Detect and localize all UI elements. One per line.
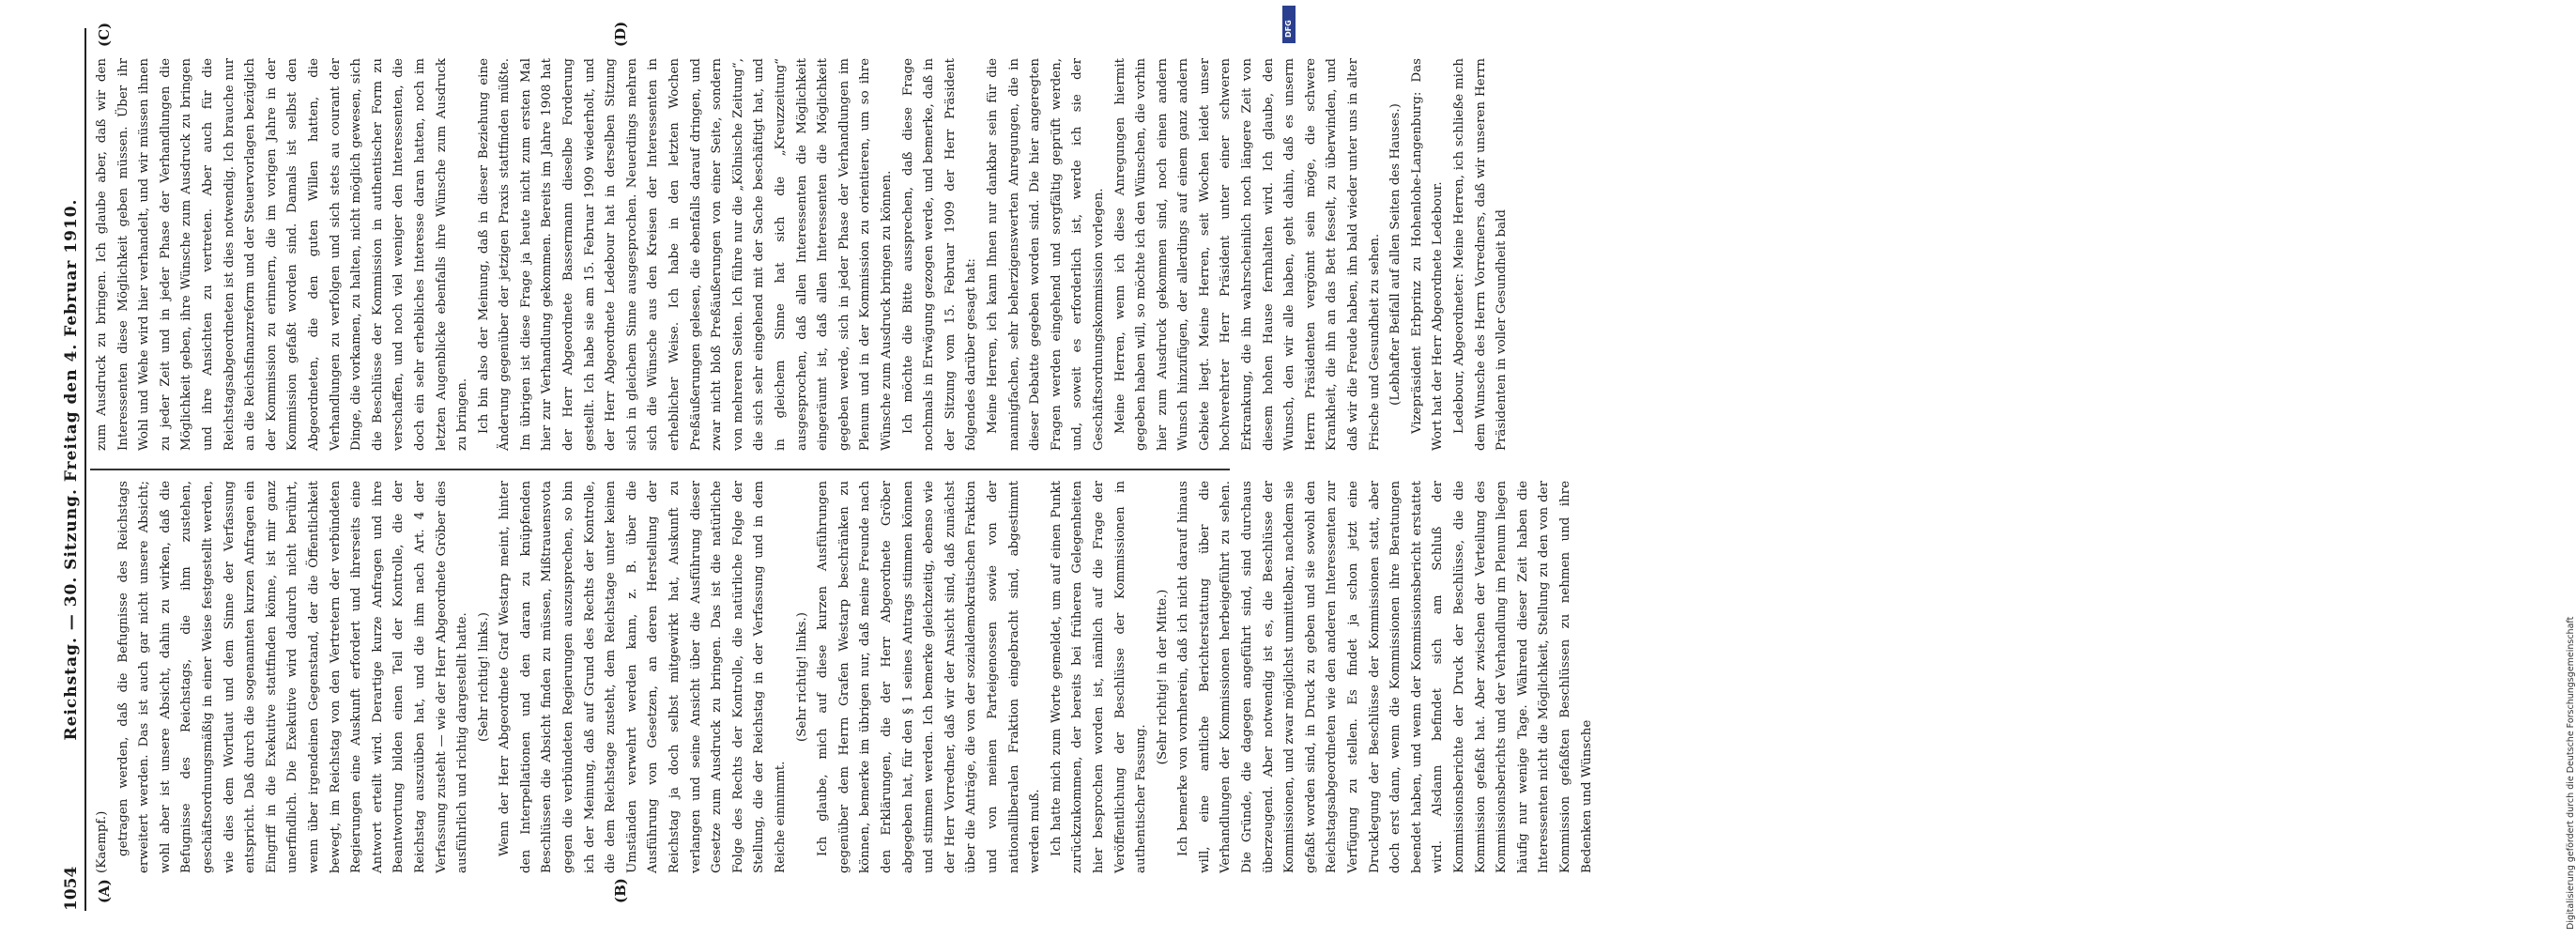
running-title: Reichstag. — 30. Sitzung. Freitag den 4. Februar 1910. <box>62 198 81 741</box>
right-column <box>92 58 1510 451</box>
margin-marker-d: (D) <box>612 21 629 47</box>
paragraph: Ich bemerke von vornherein, daß ich nicht darauf hinaus will, eine amtliche Berichterstattung über die Verhandlungen der Kommissionen herbeigeführt zu sehen. Die Gründe, die dagegen angeführt sind, sind durchaus überzeugend. Aber notwendig ist es, die Beschlüsse der Kommissionen, und zwar möglichst unmittelbar, nachdem sie gefaßt worden sind, in Druck zu geben und sie sowohl den Reichstagsabgeordneten wie den anderen Interessenten zur Verfügung zu stellen. Es findet ja schon jetzt eine Drucklegung der Beschlüsse der Kommissionen statt, aber doch erst dann, wenn die Kommissionen ihre Beratungen beendet haben, und wenn der Kommissionsbericht erstattet wird. Alsdann befindet sich am Schluß der Kommissionsberichte der Druck der Beschlüsse, die die Kommission gefaßt hat. Aber zwischen der Verteilung des Kommissionsberichts und der Verhandlung im Plenum liegen häufig nur wenige Tage. Während dieser Zeit haben die Interessenten nicht die Möglichkeit, Stellung zu den von der Kommission gefaßten Beschlüssen zu nehmen und ihre Bedenken und Wünsche <box>1176 481 1594 873</box>
interjection: (Lebhafter Beifall auf allen Seiten des Hauses.) <box>1388 103 1403 406</box>
paragraph: getragen werden, daß die Befugnisse des Reichstags erweitert werden. Das ist auch gar nicht unsere Absicht; wohl aber ist unsere Absicht, dahin zu wirken, daß die Befugnisse des Reichstags, die ihm zustehen, geschäftsordnungsmäßig in einer Weise festgestellt werden, wie dies dem Wortlaut und dem Sinne der Verfassung entspricht. Daß durch die sogenannten kurzen Anfragen ein Eingriff in die Exekutive stattfinden könne, ist mir ganz unerfindlich. Die Exekutive wird dadurch nicht berührt, wenn über irgendeinen Gegenstand, der die Öffentlichkeit bewegt, im Reichstag von den Vertretern der verbündeten Regierungen eine Auskunft erfordert und ihrerseits eine Antwort erteilt wird. Derartige kurze Anfragen und ihre Beantwortung bilden einen Teil der Kontrolle, die der Reichstag auszuüben hat, und die ihm nach Art. 4 der Verfassung zusteht — wie der Herr Abgeordnete Gröber dies ausführlich und richtig dargestellt hatte. <box>115 481 470 873</box>
paragraph: Ich möchte die Bitte aussprechen, daß diese Frage nochmals in Erwägung gezogen werde, und bemerke, daß in der Sitzung vom 15. Februar 1909 der Herr Präsident folgendes darüber gesagt hat: <box>900 58 979 451</box>
interjection: (Sehr richtig! links.) <box>476 612 491 742</box>
paragraph: Vizepräsident Erbprinz zu Hohenlohe-Langenburg: Das Wort hat der Herr Abgeordnete Ledebour. <box>1409 58 1446 451</box>
paragraph: Meine Herren, wenn ich diese Anregungen hiermit gegeben haben will, so möchte ich den Wünschen, die vorhin hier zum Ausdruck gekommen sind, noch einen andern Wunsch hinzufügen, der allerdings auf einem ganz andern Gebiete liegt. Meine Herren, seit Wochen leidet unser hochverehrter Herr Präsident unter einer schweren Erkrankung, die ihn wahrscheinlich noch längere Zeit von diesem hohen Hause fernhalten wird. Ich glaube, den Wunsch, den wir alle haben, geht dahin, daß es unserm Herrn Präsidenten vergönnt sein möge, die schwere Krankheit, die ihn an das Bett fesselt, zu überwinden, und daß wir die Freude haben, ihn bald wieder unter uns in alter Frische und Gesundheit zu sehen. <box>1112 58 1382 451</box>
left-column <box>92 481 1594 873</box>
column-rule <box>90 469 1230 470</box>
paragraph: Meine Herren, ich kann Ihnen nur dankbar sein für die mannigfachen, sehr beherzigenswerten Anregungen, die in dieser Debatte gegeben worden sind. Die hier angeregten Fragen werden eingehend und sorgfältig geprüft werden, und, soweit es erforderlich ist, werde ich sie der Geschäftsordnungskommission vorlegen. <box>985 58 1106 451</box>
page-number: 1054 <box>62 866 81 911</box>
paragraph: Ledebour, Abgeordneter: Meine Herren, ich schließe mich dem Wunsche des Herrn Vorredners, daß wir unseren Herrn Präsidenten in voller Gesundheit bald <box>1452 58 1510 451</box>
credit-text: Digitalisierung gefördert durch die Deutsche Forschungsgemeinschaft <box>2566 616 2576 930</box>
interjection: (Sehr richtig! links.) <box>794 612 809 742</box>
margin-marker-b: (B) <box>612 878 629 903</box>
dfg-logo-text: DFG <box>1284 20 1293 38</box>
interjection: (Sehr richtig! in der Mitte.) <box>1155 589 1170 765</box>
paragraph: (Kaempf.) <box>95 810 109 873</box>
paragraph: Ich hatte mich zum Worte gemeldet, um auf einen Punkt zurückzukommen, der bereits bei früheren Gelegenheiten hier besprochen worden ist, nämlich auf die Frage der Veröffentlichung der Beschlüsse der Kommissionen in authentischer Fassung. <box>1049 481 1149 873</box>
paragraph: zum Ausdruck zu bringen. Ich glaube aber, daß wir den Interessenten diese Möglichkeit geben müssen. Über ihr Wohl und Wehe wird hier verhandelt, und wir müssen ihnen zu jeder Zeit und in jeder Phase der Verhandlungen die Möglichkeit geben, ihre Wünsche zum Ausdruck zu bringen und ihre Ansichten zu vertreten. Aber auch für die Reichstagsabgeordneten ist dies notwendig. Ich brauche nur an die Reichsfinanzreform und der Steuervorlagen bezüglich der Kommission zu erinnern, die im vorigen Jahre in der Kommission gefaßt worden sind. Damals ist selbst den Abgeordneten, die den guten Willen hatten, die Verhandlungen zu verfolgen und sich stets au courant der Dinge, die vorkamen, zu halten, nicht möglich gewesen, sich die Beschlüsse der Kommission in authentischer Form zu verschaffen, und noch viel weniger den Interessenten, die doch ein sehr erhebliches Interesse daran hatten, noch im letzten Augenblicke ebenfalls ihre Wünsche zum Ausdruck zu bringen. <box>95 58 470 451</box>
header-rule <box>84 28 86 911</box>
running-head <box>58 28 86 911</box>
margin-marker-c: (C) <box>96 22 113 47</box>
paragraph: Wenn der Herr Abgeordnete Graf Westarp meint, hinter den Interpellationen und den daran zu knüpfenden Beschlüssen die Absicht finden zu müssen, Mißtrauensvota gegen die verbündeten Regierungen auszusprechen, so bin ich der Meinung, daß auf Grund des Rechts der Kontrolle, die dem Reichstage zusteht, dem Reichstage unter keinen Umständen verwehrt werden kann, z. B. über die Ausführung von Gesetzen, an deren Herstellung der Reichstag ja doch selbst mitgewirkt hat, Auskunft zu verlangen und seine Ansicht über die Ausführung dieser Gesetze zum Ausdruck zu bringen. Das ist die natürliche Folge des Rechts der Kontrolle, die natürliche Folge der Stellung, die der Reichstag in der Verfassung und in dem Reiche einnimmt. <box>498 481 788 873</box>
paragraph: Ich bin also der Meinung, daß in dieser Beziehung eine Änderung gegenüber der jetzigen Praxis stattfinden müßte. Im übrigen ist diese Frage ja heute nicht zum ersten Mal hier zur Verhandlung gekommen. Bereits im Jahre 1908 hat der Herr Abgeordnete Bassermann dieselbe Forderung gestellt. Ich habe sie am 15. Februar 1909 wiederholt, und der Herr Abgeordnete Ledebour hat in derselben Sitzung sich in gleichem Sinne ausgesprochen. Neuerdings mehren sich die Wünsche aus den Kreisen der Interessenten in erheblicher Weise. Ich habe in den letzten Wochen Preßäußerungen gelesen, die ebenfalls darauf dringen, und zwar nicht bloß Preßäußerungen von einer Seite, sondern von mehreren Seiten. Ich führe nur die „Kölnische Zeitung“, die sich sehr eingehend mit der Sache beschäftigt hat, und in gleichem Sinne hat sich die „Kreuzzeitung“ ausgesprochen, daß allen Interessenten die Möglichkeit eingeräumt ist, daß allen Interessenten die Möglichkeit gegeben werde, sich in jeder Phase der Verhandlungen im Plenum und in der Kommission zu orientieren, um so ihre Wünsche zum Ausdruck bringen zu können. <box>476 58 894 451</box>
margin-marker-a: (A) <box>96 879 113 903</box>
paragraph: Ich glaube, mich auf diese kurzen Ausführungen gegenüber dem Herrn Grafen Westarp beschränken zu können, bemerke im übrigen nur, daß meine Freunde nach den Erklärungen, die der Herr Abgeordnete Gröber abgegeben hat, für den § 1 seines Antrags stimmen können und stimmen werden. Ich bemerke gleichzeitig, ebenso wie der Herr Vorredner, daß wir der Ansicht sind, daß zunächst über die Anträge, die von der sozialdemokratischen Fraktion und von meinen Parteigenossen sowie von der nationalliberalen Fraktion eingebracht sind, abgestimmt werden muß. <box>816 481 1043 873</box>
